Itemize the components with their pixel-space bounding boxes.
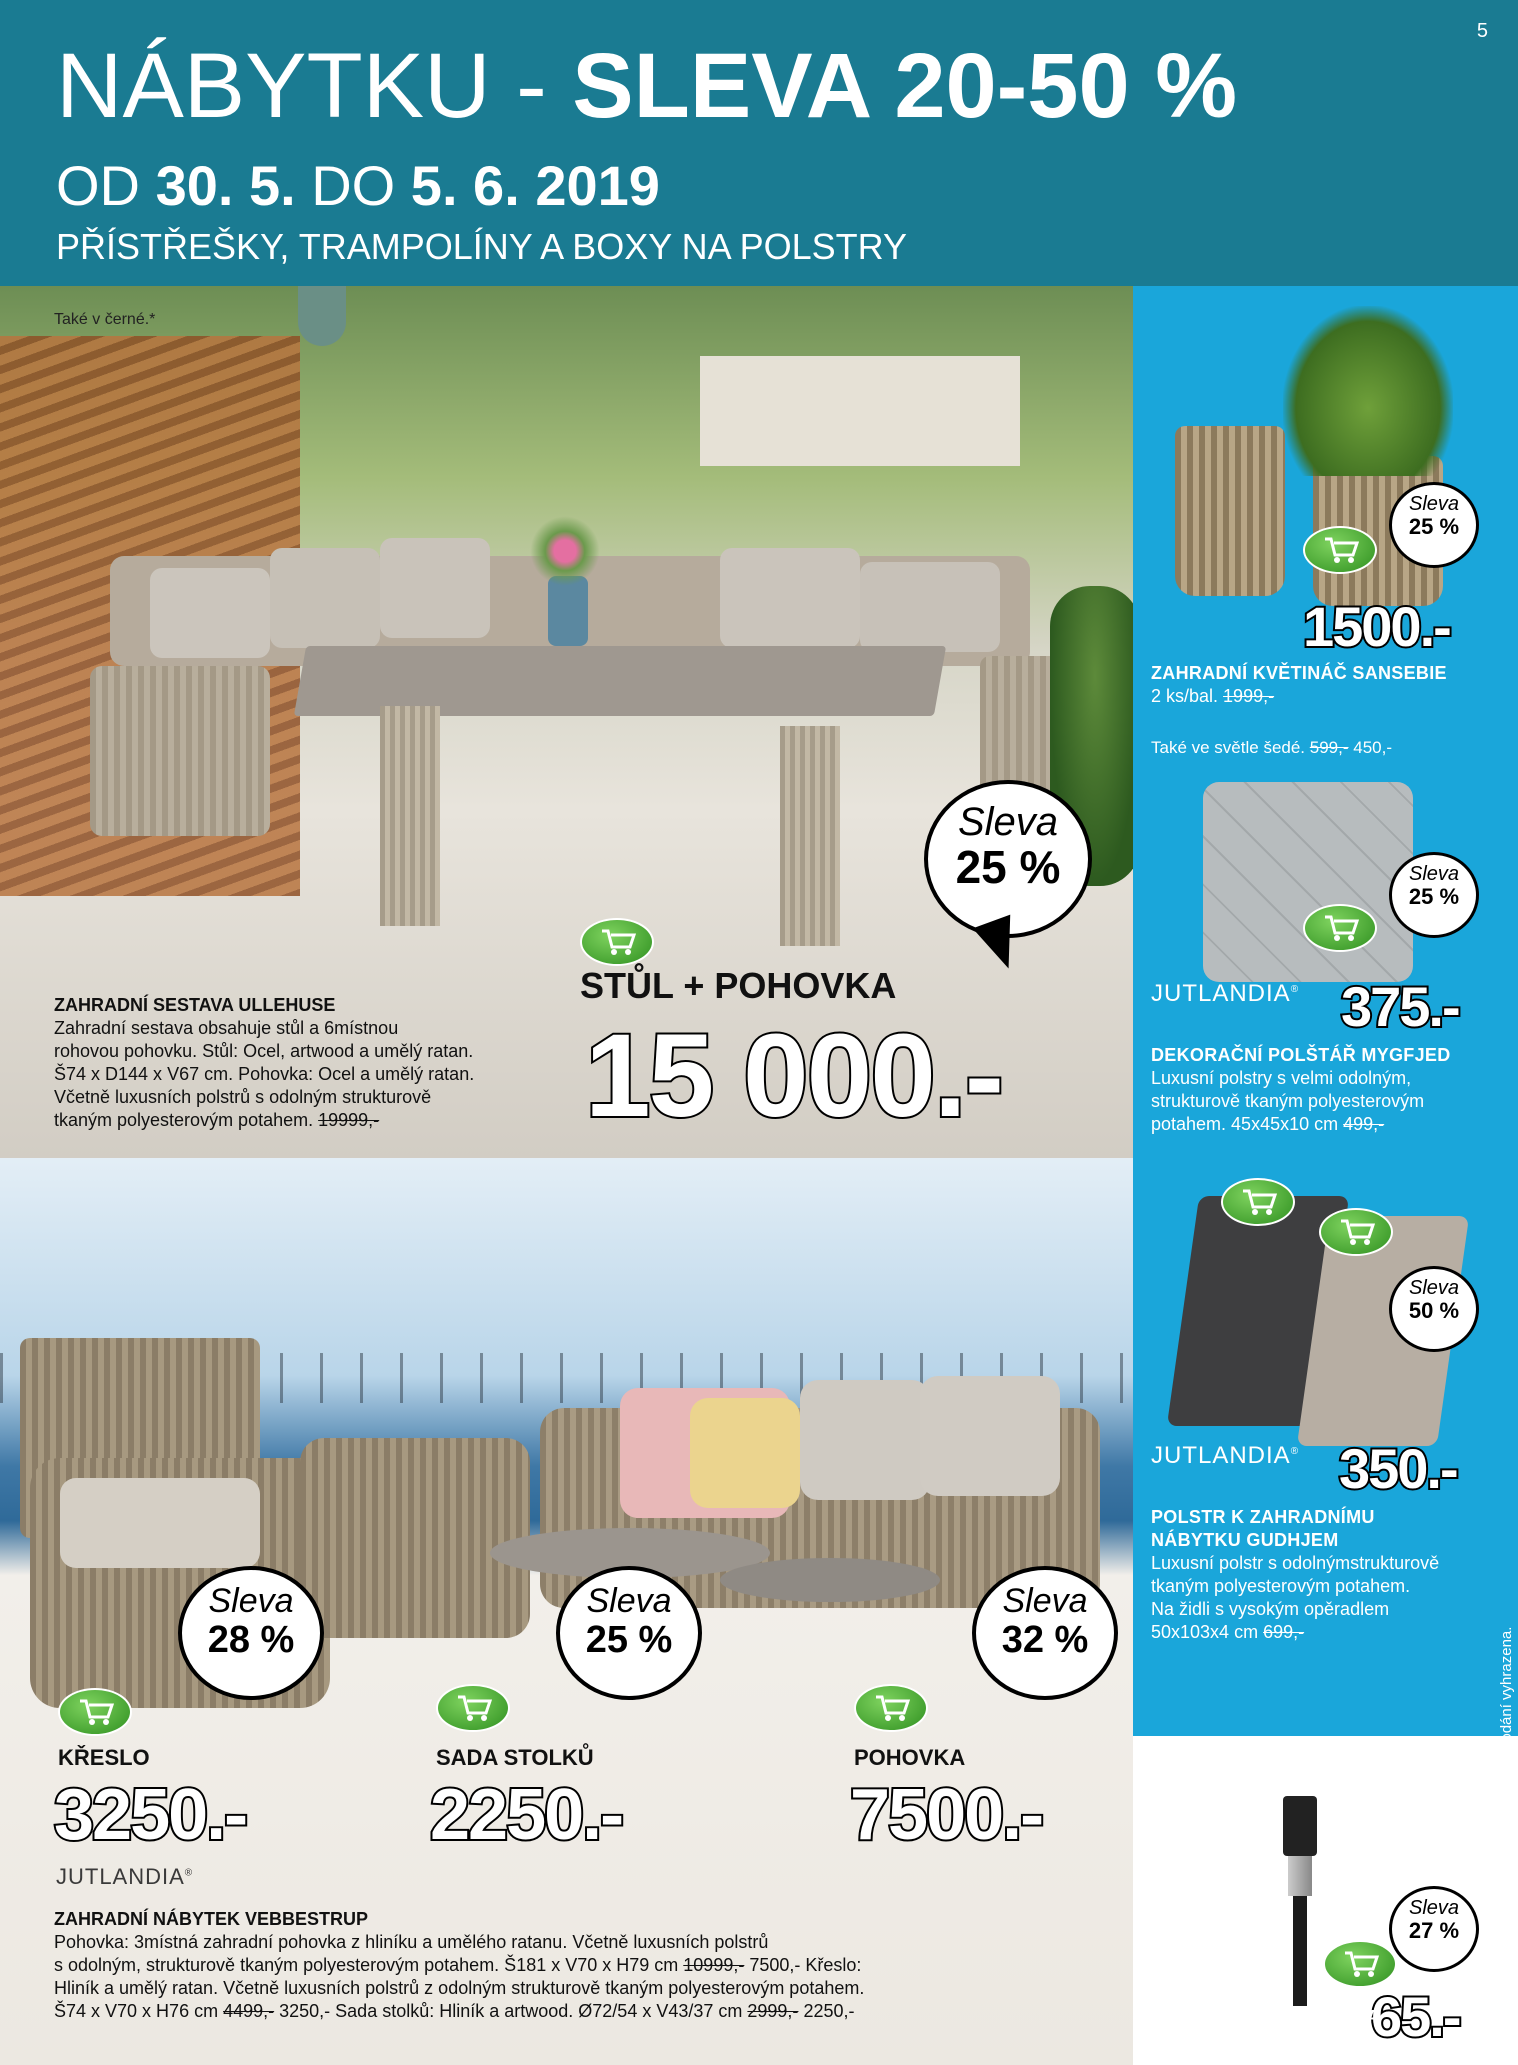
- shopping-cart-icon: [1319, 1208, 1393, 1256]
- desc-segment: 2250,-: [798, 2001, 855, 2021]
- desc-text: 50x103x4 cm: [1151, 1622, 1264, 1642]
- desc-line: strukturově tkaným polyesterovým: [1151, 1091, 1425, 1111]
- product-name: NÁBYTKU GUDHJEM: [1151, 1530, 1339, 1550]
- product-name: POLSTR K ZAHRADNÍMU: [1151, 1507, 1375, 1527]
- brand-name: JUTLANDIA: [1151, 1442, 1291, 1469]
- desc-line: Luxusní polstry s velmi odolným,: [1151, 1068, 1412, 1088]
- main-price: 15 000.-: [585, 1010, 1002, 1142]
- desc-line: [54, 1954, 1104, 1977]
- sofa-cushion: [380, 538, 490, 638]
- product-price: 65.-: [1371, 1985, 1460, 2048]
- desc-line: Zahradní sestava obsahuje stůl a 6místnou: [54, 1018, 399, 1038]
- date-to: 5. 6. 2019: [410, 154, 660, 217]
- shopping-cart-icon: [1303, 526, 1377, 574]
- flowers: [530, 516, 600, 586]
- item-label: SADA STOLKŮ: [436, 1745, 594, 1770]
- plant: [1283, 306, 1453, 476]
- desc-line: [1151, 1621, 1439, 1644]
- sleva-label: Sleva: [1408, 1277, 1460, 1299]
- date-from: 30. 5.: [155, 154, 296, 217]
- item-price: 3250.-: [54, 1775, 247, 1855]
- desc-line: Luxusní polstr s odolnýmstrukturově: [1151, 1553, 1440, 1573]
- sleva-badge: [1389, 482, 1479, 568]
- sleva-badge: [1389, 852, 1479, 938]
- product-price: 350.-: [1339, 1437, 1457, 1500]
- item-label: KŘESLO: [58, 1745, 150, 1770]
- solar-lamp: [1288, 1856, 1312, 1896]
- armchair: [300, 1438, 530, 1638]
- product-info: [1151, 1044, 1451, 1136]
- brand-name: JUTLANDIA: [56, 1864, 185, 1889]
- shopping-cart-icon: [1221, 1178, 1295, 1226]
- desc-segment: s odolným, strukturově tkaným polyesterovým potahem. Š181 x V70 x H79 cm: [54, 1955, 684, 1975]
- sleva-label: Sleva: [208, 1582, 294, 1620]
- jutlandia-logo: [1151, 1442, 1299, 1470]
- lantern: [298, 286, 346, 346]
- page-title: [56, 35, 1238, 137]
- desc-line: rohovou pohovku. Stůl: Ocel, artwood a umělý ratan.: [54, 1041, 474, 1061]
- desc-segment: 3250,- Sada stolků: Hliník a artwood. Ø72/54 x V43/37 cm: [274, 2001, 748, 2021]
- product-price: 1500.-: [1303, 595, 1450, 658]
- note-black: Také v černé.*: [54, 311, 156, 328]
- ullehuse-photo: [0, 286, 1133, 1158]
- sleva-percent: 50 %: [1408, 1298, 1460, 1323]
- old-price: 1999,-: [1223, 686, 1275, 706]
- vertical-disclaimer: *Zboží na objednávku - možnost pozdějšího dodání vyhrazena.: [1498, 1626, 1515, 2046]
- title-thin: NÁBYTKU -: [56, 35, 573, 137]
- sleva-label: Sleva: [1408, 1897, 1460, 1919]
- old-price: 699,-: [1263, 1622, 1305, 1642]
- desc-segment: Š74 x V70 x H76 cm: [54, 2001, 224, 2021]
- sleva-label: Sleva: [586, 1582, 672, 1620]
- sleva-label: Sleva: [1408, 863, 1460, 885]
- sleva-badge: [1389, 1886, 1479, 1972]
- sofa-cushion: [720, 548, 860, 648]
- product-name: SOLÁRNÍ LAMPA KRICKA: [1151, 2007, 1380, 2027]
- date-range: [56, 154, 660, 217]
- old-price: 4499,-: [223, 2001, 275, 2021]
- desc-text: 2 ks/bal.: [1151, 686, 1224, 706]
- desc-line: [54, 1109, 554, 1132]
- ullehuse-desc: [54, 994, 554, 1132]
- desc-line: tkaným polyesterovým potahem.: [54, 1110, 319, 1130]
- basket: [1175, 426, 1285, 596]
- cushion: [1203, 782, 1413, 982]
- shopping-cart-icon: [1323, 1940, 1397, 1988]
- old-price: 19999,-: [318, 1110, 380, 1130]
- product-desc: [1151, 685, 1447, 708]
- item-price: 7500.-: [850, 1775, 1043, 1855]
- product-desc: [1151, 2029, 1380, 2052]
- desc-line: Hliník a umělý ratan. Včetně luxusních polstrů z odolným strukturově tkaným polyesterovým potahem.: [54, 1978, 865, 1998]
- shopping-cart-icon: [854, 1684, 928, 1732]
- sleva-label: Sleva: [957, 800, 1059, 844]
- sleva-label: Sleva: [1408, 493, 1460, 515]
- color-note: [1151, 736, 1392, 759]
- header-banner: [0, 0, 1518, 286]
- table-leg: [380, 706, 440, 926]
- jutlandia-logo: [1151, 980, 1299, 1008]
- old-price: 89,-: [1250, 2030, 1282, 2050]
- product-card-gudhjem: [1133, 1166, 1518, 1736]
- product-name: ZAHRADNÍ KVĚTINÁČ SANSEBIE: [1151, 663, 1447, 683]
- brand-name: JUTLANDIA: [1151, 980, 1291, 1007]
- desc-line: Š74 x D144 x V67 cm. Pohovka: Ocel a umělý ratan.: [54, 1064, 475, 1084]
- sleva-percent: 28 %: [207, 1619, 295, 1661]
- desc-line: tkaným polyesterovým potahem.: [1151, 1576, 1411, 1596]
- item-price: 2250.-: [430, 1775, 623, 1855]
- desc-text: potahem. 45x45x10 cm: [1151, 1114, 1344, 1134]
- product-info: [1151, 2006, 1380, 2052]
- old-price: 10999,-: [683, 1955, 745, 1975]
- product-info: [1151, 662, 1447, 708]
- shopping-cart-icon: [1303, 904, 1377, 952]
- desc-line: [1151, 1113, 1451, 1136]
- sofa-cushion: [270, 548, 380, 648]
- sleva-percent: 27 %: [1408, 1918, 1460, 1943]
- product-card-kricka: [1133, 1736, 1518, 2065]
- product-name: ZAHRADNÍ SESTAVA ULLEHUSE: [54, 995, 336, 1015]
- dates-do: DO: [295, 154, 411, 217]
- sleva-percent: 25 %: [1408, 884, 1460, 909]
- sleva-badge: [556, 1566, 702, 1700]
- product-info: [1151, 1506, 1439, 1644]
- vebbestrup-photo: [0, 1158, 1133, 2065]
- dates-od: OD: [56, 154, 156, 217]
- vebbestrup-desc: [54, 1908, 1104, 2023]
- sleva-badge: [972, 1566, 1118, 1700]
- sleva-label: Sleva: [1002, 1582, 1088, 1620]
- brand-mark: ®: [1290, 1446, 1300, 1457]
- title-bold: SLEVA 20-50 %: [572, 35, 1238, 137]
- sofa-cushion: [800, 1380, 930, 1500]
- shopping-cart-icon: [580, 918, 654, 966]
- coffee-table: [720, 1558, 940, 1602]
- armchair-cushion: [60, 1478, 260, 1568]
- product-card-mygfjed: [1133, 726, 1518, 1166]
- page-subtitle: PŘÍSTŘEŠKY, TRAMPOLÍNY A BOXY NA POLSTRY: [56, 226, 908, 267]
- desc-segment: 7500,- Křeslo:: [744, 1955, 862, 1975]
- desc-text: Ø5xV53 cm: [1151, 2030, 1251, 2050]
- sleva-percent: 32 %: [1001, 1619, 1089, 1661]
- table-leg: [780, 726, 840, 946]
- product-name: DEKORAČNÍ POLŠTÁŘ MYGFJED: [1151, 1045, 1451, 1065]
- sofa-cushion: [150, 568, 270, 658]
- brand-mark: ®: [184, 1867, 194, 1879]
- sofa-base: [90, 666, 270, 836]
- product-card-sansebie: [1133, 286, 1518, 726]
- sleva-percent: 25 %: [1408, 514, 1460, 539]
- desc-line: [54, 2000, 1104, 2023]
- sofa-cushion: [860, 562, 1000, 652]
- old-price: 2999,-: [747, 2001, 799, 2021]
- main-headline: STŮL + POHOVKA: [580, 965, 897, 1006]
- product-price: 375.-: [1341, 975, 1459, 1038]
- solar-lamp: [1283, 1796, 1317, 1856]
- solar-lamp: [1293, 1896, 1307, 2006]
- desc-line: Včetně luxusních polstrů s odolným strukturově: [54, 1087, 432, 1107]
- old-price: 499,-: [1343, 1114, 1385, 1134]
- desc-line: Pohovka: 3místná zahradní pohovka z hliníku a umělého ratanu. Včetně luxusních polstrů: [54, 1932, 769, 1952]
- desc-line: Na židli s vysokým opěradlem: [1151, 1599, 1390, 1619]
- item-label: POHOVKA: [854, 1745, 966, 1770]
- brand-mark: ®: [1290, 984, 1300, 995]
- old-price: 599,-: [1309, 738, 1349, 757]
- sofa-cushion: [920, 1376, 1060, 1496]
- page-number: 5: [1476, 20, 1488, 42]
- shopping-cart-icon: [58, 1688, 132, 1736]
- shopping-cart-icon: [436, 1684, 510, 1732]
- garden-fence: [700, 356, 1020, 466]
- vase: [548, 576, 588, 646]
- sleva-badge: [1389, 1266, 1479, 1352]
- side-column: [1133, 286, 1518, 2065]
- sleva-badge: [178, 1566, 324, 1700]
- jutlandia-logo: [56, 1864, 193, 1890]
- sleva-percent: 25 %: [955, 841, 1061, 893]
- sofa-cushion: [690, 1398, 800, 1508]
- sleva-percent: 25 %: [585, 1619, 673, 1661]
- product-name: ZAHRADNÍ NÁBYTEK VEBBESTRUP: [54, 1909, 369, 1929]
- note-price: 450,-: [1348, 738, 1392, 757]
- note-text: Také ve světle šedé.: [1151, 738, 1310, 757]
